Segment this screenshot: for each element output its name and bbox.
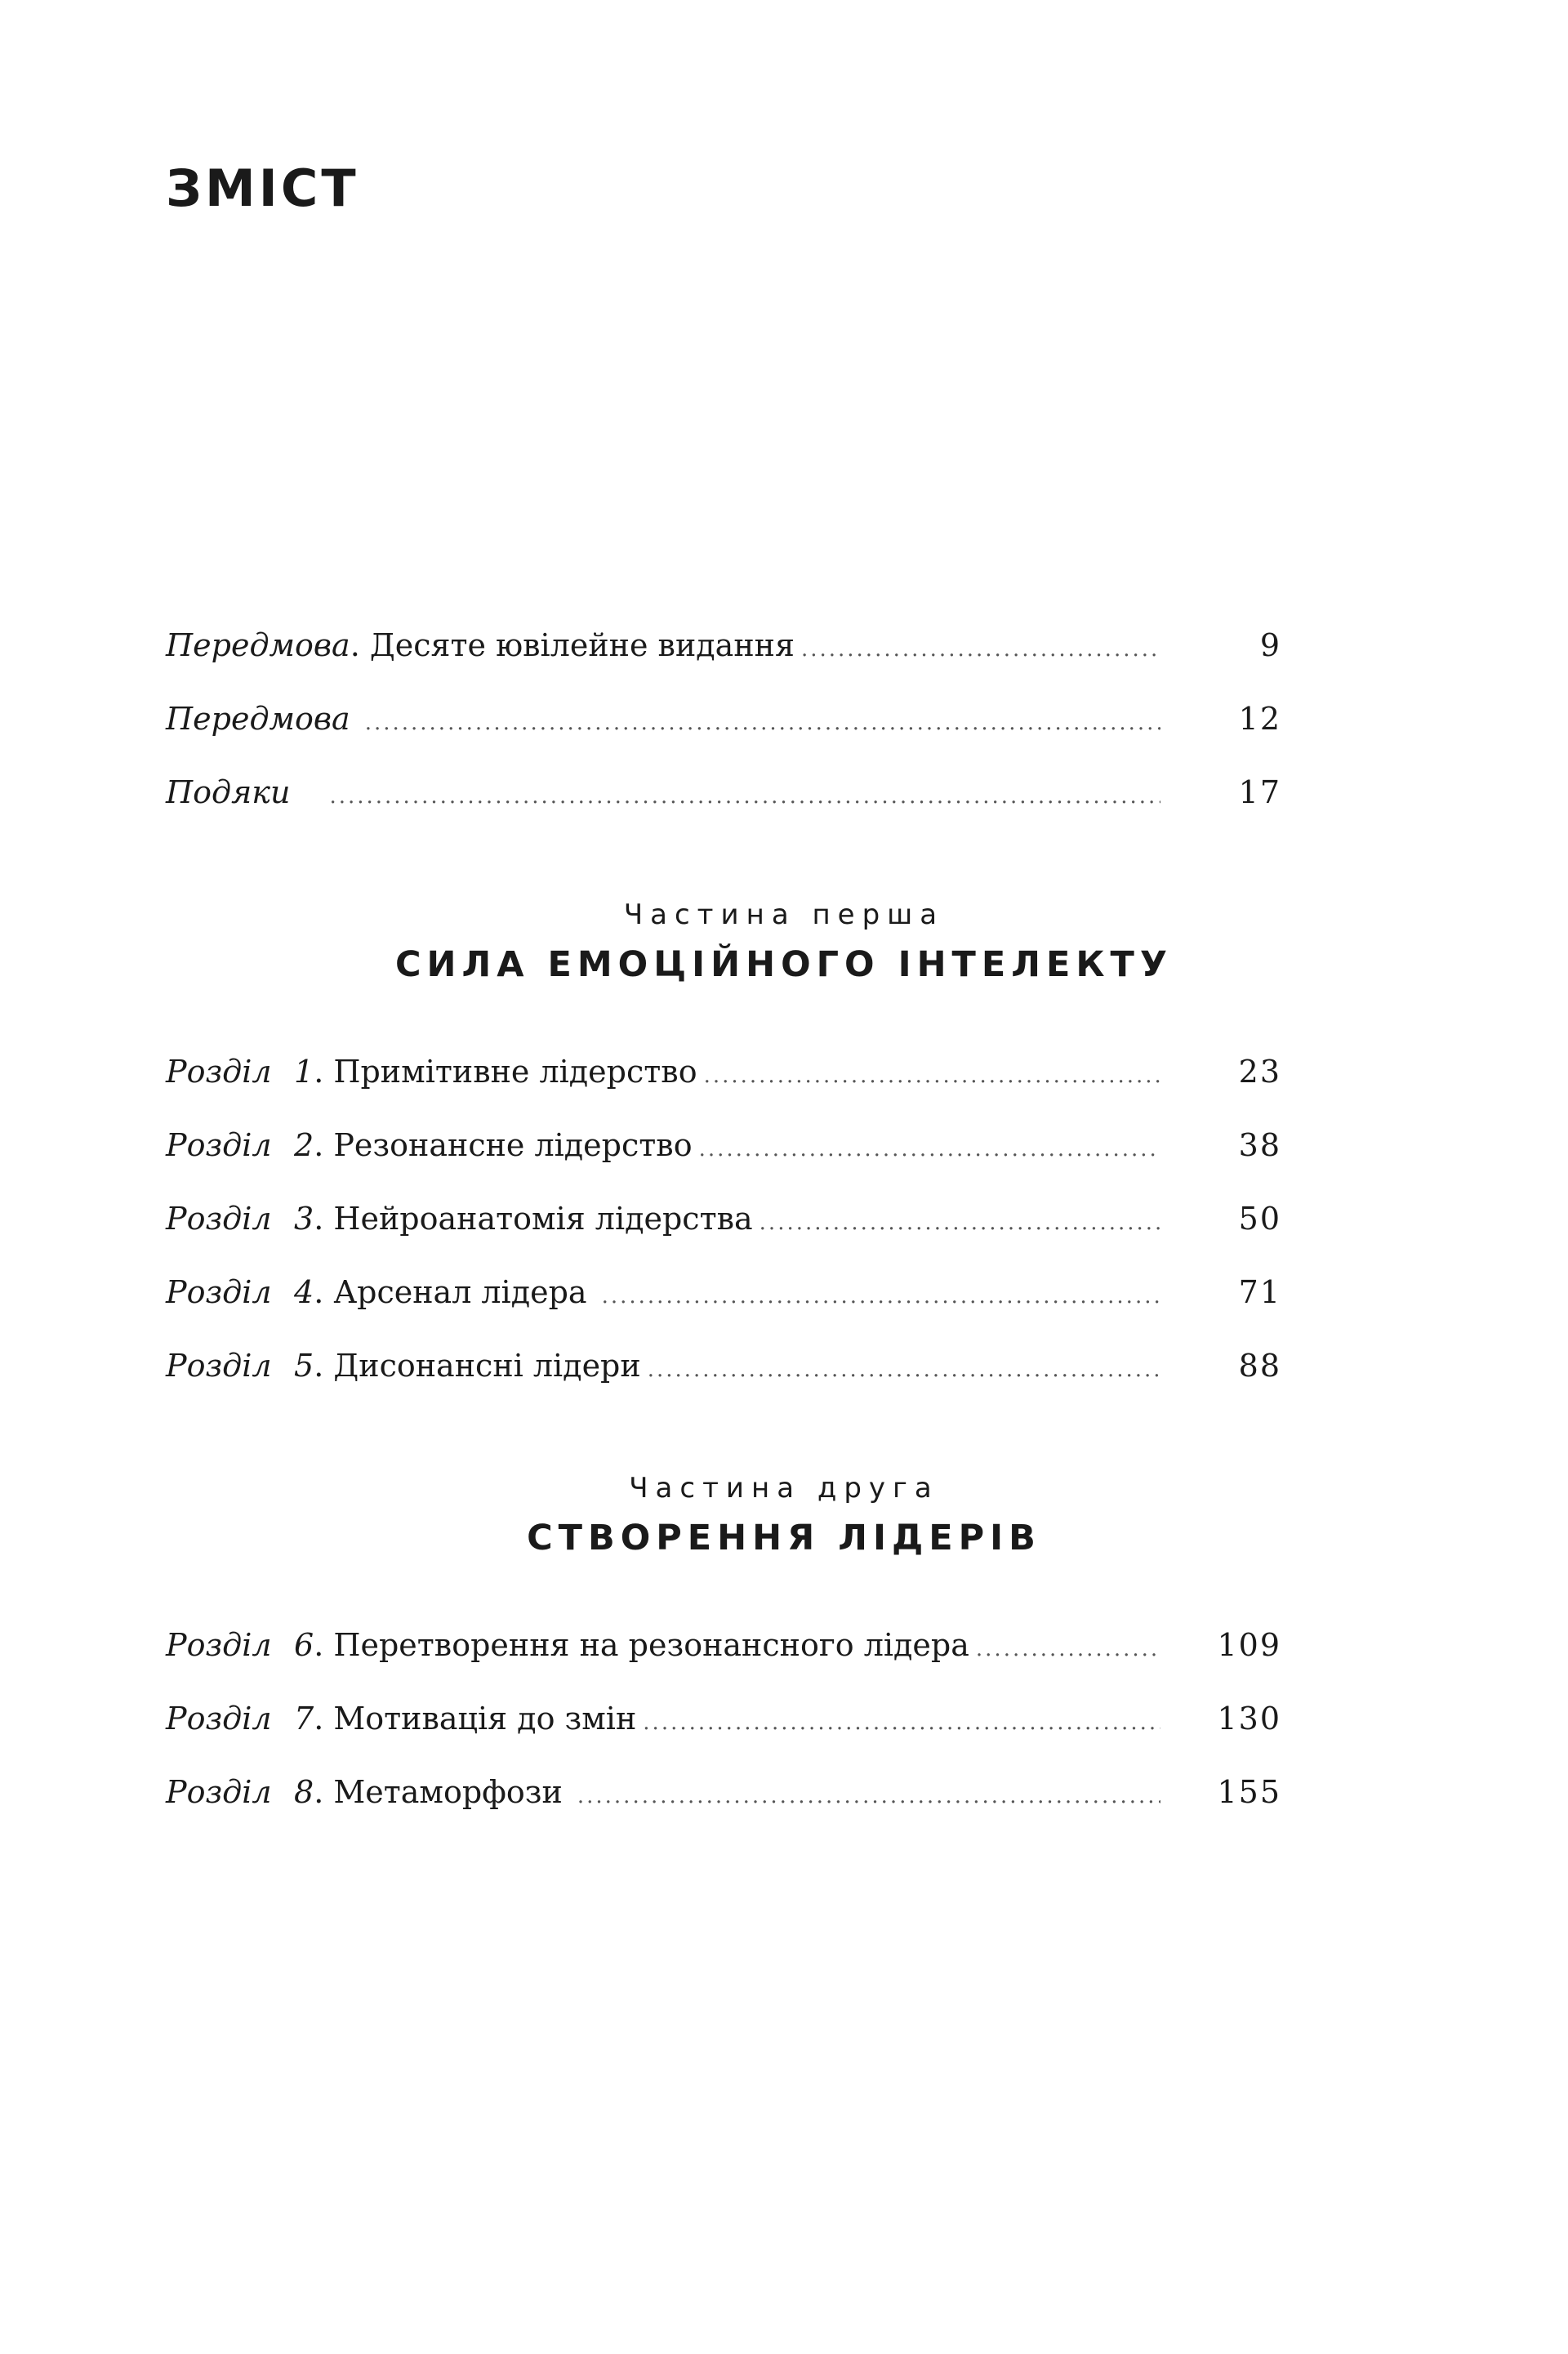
toc-entry-label: Розділ xyxy=(166,1201,272,1237)
toc-entry-page: 71 xyxy=(1238,1274,1281,1310)
dot-leader xyxy=(704,1051,1160,1100)
dot-leader xyxy=(643,1698,1160,1747)
toc-entry-label: Розділ xyxy=(166,1348,272,1384)
toc-entry-title: . Дисонансні лідери xyxy=(314,1348,641,1384)
toc-entry-page: 17 xyxy=(1238,774,1281,810)
toc-entry-title: . Перетворення на резонансного лідера xyxy=(314,1627,969,1663)
toc-chapter-number: 5 xyxy=(294,1348,314,1384)
dot-leader xyxy=(602,1272,1160,1321)
toc-entry-title: . Десяте ювілейне видання xyxy=(350,627,795,663)
toc-chapter-6[interactable] xyxy=(166,1621,1281,1670)
part-title: СТВОРЕННЯ ЛІДЕРІВ xyxy=(527,1518,1041,1558)
toc-entry-title: . Арсенал лідера xyxy=(314,1274,587,1310)
toc-entry-page: 12 xyxy=(1238,701,1281,737)
toc-entry-page: 50 xyxy=(1238,1201,1281,1237)
part-kicker: Частина друга xyxy=(629,1472,939,1505)
toc-entry-page: 109 xyxy=(1217,1627,1281,1663)
toc-chapter-number: 3 xyxy=(294,1201,314,1237)
part-kicker: Частина перша xyxy=(623,898,945,931)
toc-chapter-4[interactable] xyxy=(166,1268,1281,1317)
toc-entry-page: 23 xyxy=(1238,1054,1281,1090)
toc-entry-page: 9 xyxy=(1259,627,1281,663)
dot-leader xyxy=(801,625,1160,674)
toc-entry-title: . Мотивація до змін xyxy=(314,1701,637,1737)
dot-leader xyxy=(699,1125,1160,1174)
toc-chapter-number: 7 xyxy=(294,1701,314,1737)
toc-entry-title: . Примітивне лідерство xyxy=(314,1054,697,1090)
toc-chapter-3[interactable] xyxy=(166,1194,1281,1243)
toc-entry-label: Подяки xyxy=(166,774,291,810)
toc-entry-page: 130 xyxy=(1217,1701,1281,1737)
toc-chapter-number: 6 xyxy=(294,1627,314,1663)
toc-chapter-7[interactable] xyxy=(166,1694,1281,1743)
toc-chapter-8[interactable] xyxy=(166,1768,1281,1817)
toc-chapter-2[interactable] xyxy=(166,1121,1281,1170)
toc-entry-foreword-anniversary[interactable] xyxy=(166,621,1281,670)
page-title: ЗМІСТ xyxy=(166,158,359,218)
toc-entry-label: Передмова xyxy=(166,627,350,663)
toc-entry-title: . Резонансне лідерство xyxy=(314,1127,693,1163)
toc-entry-page: 38 xyxy=(1238,1127,1281,1163)
toc-entry-label: Розділ xyxy=(166,1274,272,1310)
toc-chapter-number: 8 xyxy=(294,1774,314,1810)
dot-leader xyxy=(760,1198,1160,1247)
toc-entry-page: 155 xyxy=(1217,1774,1281,1810)
dot-leader xyxy=(577,1772,1160,1821)
toc-entry-label: Розділ xyxy=(166,1701,272,1737)
toc-entry-title: . Нейроанатомія лідерства xyxy=(314,1201,753,1237)
toc-entry-label: Розділ xyxy=(166,1627,272,1663)
dot-leader xyxy=(976,1625,1160,1674)
toc-chapter-number: 4 xyxy=(294,1274,314,1310)
toc-entry-label: Розділ xyxy=(166,1127,272,1163)
dot-leader xyxy=(365,698,1160,747)
toc-entry-page: 88 xyxy=(1238,1348,1281,1384)
part-two-header xyxy=(0,1468,1568,1567)
part-one-header xyxy=(0,894,1568,994)
toc-entry-title: . Метаморфози xyxy=(314,1774,563,1810)
dot-leader xyxy=(329,772,1160,821)
toc-chapter-5[interactable] xyxy=(166,1341,1281,1390)
toc-entry-acknowledgements[interactable] xyxy=(166,768,1281,817)
part-title: СИЛА ЕМОЦІЙНОГО ІНТЕЛЕКТУ xyxy=(395,944,1173,985)
toc-entry-foreword[interactable] xyxy=(166,694,1281,743)
toc-chapter-1[interactable] xyxy=(166,1047,1281,1096)
toc-chapter-number: 1 xyxy=(294,1054,314,1090)
toc-entry-label: Розділ xyxy=(166,1774,272,1810)
toc-entry-label: Передмова xyxy=(166,701,350,737)
toc-chapter-number: 2 xyxy=(294,1127,314,1163)
toc-entry-label: Розділ xyxy=(166,1054,272,1090)
dot-leader xyxy=(648,1345,1160,1394)
